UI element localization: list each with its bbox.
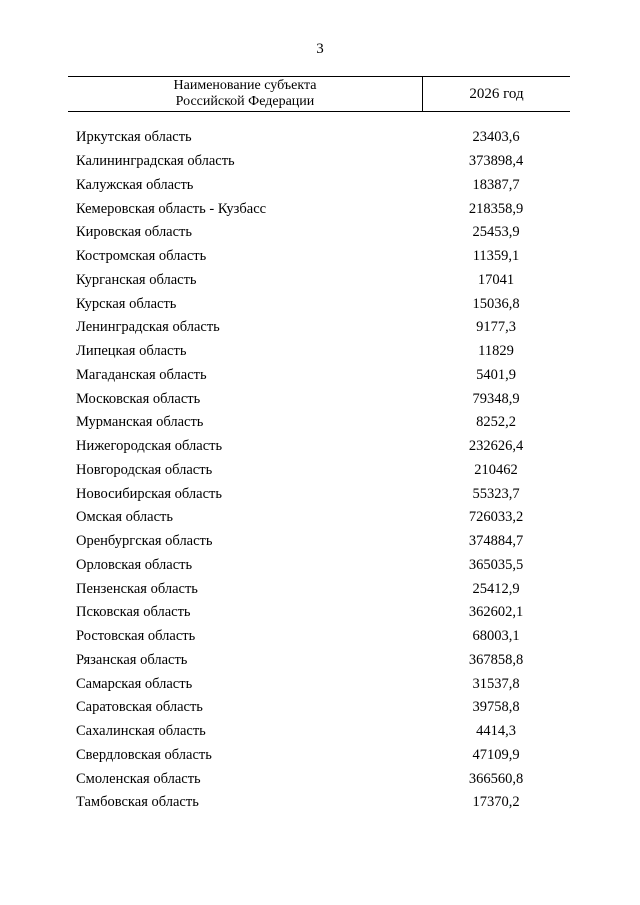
table-row xyxy=(68,316,570,340)
table-row xyxy=(68,221,570,245)
region-value: 4414,3 xyxy=(476,723,516,740)
region-name: Рязанская область xyxy=(76,651,188,668)
region-value: 79348,9 xyxy=(472,390,520,407)
region-name: Смоленская область xyxy=(76,770,201,787)
region-name: Новосибирская область xyxy=(76,485,222,502)
table-body xyxy=(68,126,570,815)
region-name: Иркутская область xyxy=(76,129,192,146)
region-value: 218358,9 xyxy=(468,200,524,217)
region-value: 365035,5 xyxy=(468,556,524,573)
region-name: Самарская область xyxy=(76,675,193,692)
region-name: Липецкая область xyxy=(76,343,187,360)
region-value: 366560,8 xyxy=(468,770,524,787)
region-value: 8252,2 xyxy=(476,414,516,431)
table-row xyxy=(68,245,570,269)
table-row xyxy=(68,150,570,174)
region-value: 9177,3 xyxy=(476,319,516,336)
table-row xyxy=(68,625,570,649)
region-value: 25453,9 xyxy=(472,224,520,241)
region-name: Кировская область xyxy=(76,224,193,241)
region-value: 47109,9 xyxy=(472,746,520,763)
region-name: Орловская область xyxy=(76,556,193,573)
region-value: 11359,1 xyxy=(472,248,520,265)
table-row xyxy=(68,554,570,578)
table-row xyxy=(68,364,570,388)
region-value: 373898,4 xyxy=(468,153,524,170)
table-row xyxy=(68,411,570,435)
region-value: 23403,6 xyxy=(472,129,520,146)
table-row xyxy=(68,506,570,530)
region-value: 18387,7 xyxy=(472,176,520,193)
region-name: Свердловская область xyxy=(76,746,212,763)
table-row xyxy=(68,340,570,364)
table-row xyxy=(68,459,570,483)
table-row xyxy=(68,791,570,815)
table-row xyxy=(68,387,570,411)
region-name: Костромская область xyxy=(76,248,207,265)
table-header xyxy=(68,76,570,112)
region-value: 210462 xyxy=(474,461,518,478)
region-name: Мурманская область xyxy=(76,414,204,431)
table-row xyxy=(68,530,570,554)
region-name: Курская область xyxy=(76,295,177,312)
region-value: 11829 xyxy=(478,343,514,360)
table-row xyxy=(68,649,570,673)
table-row xyxy=(68,720,570,744)
region-name: Тамбовская область xyxy=(76,794,199,811)
region-value: 367858,8 xyxy=(468,651,524,668)
region-value: 55323,7 xyxy=(472,485,520,502)
region-value: 68003,1 xyxy=(472,628,520,645)
region-value: 5401,9 xyxy=(476,366,516,383)
region-name: Нижегородская область xyxy=(76,438,223,455)
region-name: Курганская область xyxy=(76,271,197,288)
region-name: Калининградская область xyxy=(76,153,235,170)
region-name: Магаданская область xyxy=(76,366,207,383)
region-value: 15036,8 xyxy=(472,295,520,312)
table-row xyxy=(68,601,570,625)
region-value: 362602,1 xyxy=(468,604,524,621)
region-value: 17370,2 xyxy=(472,794,520,811)
table-row xyxy=(68,482,570,506)
region-value: 31537,8 xyxy=(472,675,520,692)
region-name: Пензенская область xyxy=(76,580,198,597)
region-value: 374884,7 xyxy=(468,533,524,550)
table-row xyxy=(68,744,570,768)
region-value: 232626,4 xyxy=(468,438,524,455)
table-row xyxy=(68,174,570,198)
table-row xyxy=(68,126,570,150)
region-name: Оренбургская область xyxy=(76,533,213,550)
region-name: Псковская область xyxy=(76,604,191,621)
header-year: 2026 год xyxy=(469,86,524,102)
region-name: Калужская область xyxy=(76,176,194,193)
region-name: Московская область xyxy=(76,390,201,407)
page-number: 3 xyxy=(316,41,324,57)
region-value: 726033,2 xyxy=(468,509,524,526)
region-value: 39758,8 xyxy=(472,699,520,716)
region-name: Новгородская область xyxy=(76,461,213,478)
region-name: Сахалинская область xyxy=(76,723,206,740)
table-row xyxy=(68,269,570,293)
region-name: Омская область xyxy=(76,509,173,526)
table-row xyxy=(68,435,570,459)
table-row xyxy=(68,696,570,720)
region-name: Ростовская область xyxy=(76,628,196,645)
region-name: Кемеровская область - Кузбасс xyxy=(76,200,267,217)
table-row xyxy=(68,672,570,696)
data-table xyxy=(68,76,570,815)
table-row xyxy=(68,577,570,601)
table-row xyxy=(68,197,570,221)
region-value: 25412,9 xyxy=(472,580,520,597)
header-subject-name: Наименование субъекта Российской Федерации xyxy=(68,77,423,111)
table-row xyxy=(68,767,570,791)
region-name: Саратовская область xyxy=(76,699,203,716)
region-name: Ленинградская область xyxy=(76,319,220,336)
region-value: 17041 xyxy=(477,271,515,288)
table-row xyxy=(68,292,570,316)
